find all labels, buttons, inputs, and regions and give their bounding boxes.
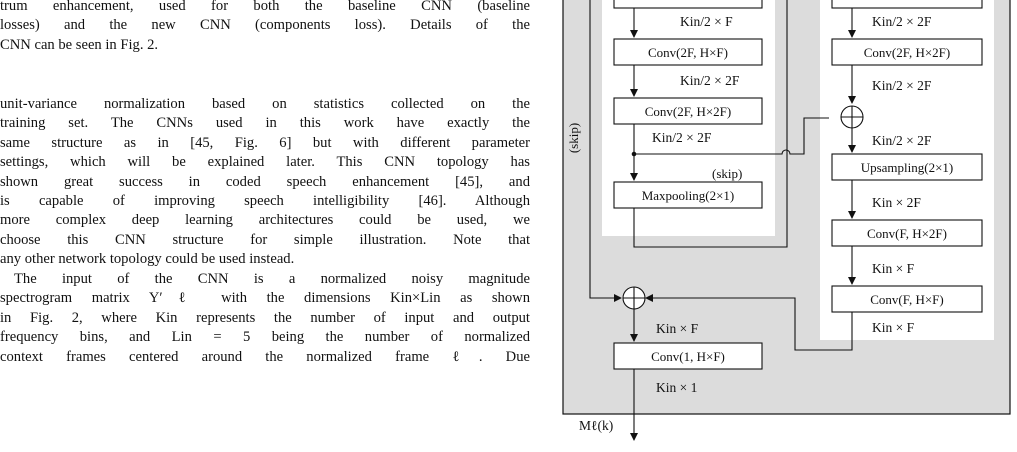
text-line: shown great success in coded speech enhancement [45], and [0,173,530,190]
text-line: losses) and the new CNN (components loss). Details of the [0,17,530,34]
skip-label-outer: (skip) [566,122,581,154]
dim-label: Kin/2 × F [680,14,733,29]
dim-label: Kin × 2F [872,195,921,210]
dim-label: Kin × F [656,321,699,336]
upsampling-label: Upsampling(2×1) [860,160,954,175]
maxpooling-label: Maxpooling(2×1) [641,188,735,203]
dim-label: Kin × F [872,261,915,276]
text-line: spectrogram matrix Y′ℓ with the dimensions Kin×Lin as shown [0,290,530,307]
text-line: in Fig. 2, where Kin represents the number of input and output [0,309,530,326]
text-line: CNN can be seen in Fig. 2. [0,36,159,53]
dim-label: Kin/2 × 2F [680,73,740,88]
conv-block-label: Conv(2F, H×2F) [644,104,732,119]
text-line: same structure as in [45, Fig. 6] but with different parameter [0,134,530,151]
conv-block-label: Conv(F, H×2F) [867,226,947,241]
text-line: The input of the CNN is a normalized noisy magnitude [14,271,530,287]
conv-block-label: Conv(F, H×F) [870,292,944,307]
conv-box-top-right [832,0,982,8]
conv-block-label: Conv(2F, H×2F) [863,45,951,60]
text-line: unit-variance normalization based on statistics collected on the [0,96,530,112]
text-line: context frames centered around the normalized frame ℓ. Due [0,348,530,365]
dim-label: Kin/2 × 2F [872,14,932,29]
conv-block-label: Conv(1, H×F) [651,349,725,364]
text-line: training set. The CNNs used in this work have exactly the [0,115,530,132]
dim-label: Kin/2 × 2F [872,78,932,93]
text-line: more complex deep learning architectures could be used, we [0,212,530,229]
conv-box-top-left [614,0,762,8]
conv-block-label: Conv(2F, H×F) [648,45,728,60]
skip-label: (skip) [712,166,743,181]
text-line: any other network topology could be used instead. [0,251,295,268]
text-line: choose this CNN structure for simple illustration. Note that [0,231,530,248]
dim-label: Kin/2 × 2F [652,130,712,145]
text-line: trum enhancement, used for both the baseline CNN (baseline [0,0,530,14]
dim-label: Kin × 1 [656,380,698,395]
text-line: frequency bins, and Lin = 5 being the number of normalized [0,329,530,346]
dim-label: Kin × F [872,320,915,335]
text-line: is capable of improving speech intelligibility [46]. Although [0,193,530,210]
text-line: settings, which will be explained later. This CNN topology has [0,154,530,171]
dim-label: Kin/2 × 2F [872,133,932,148]
output-label: Mℓ(k) [579,418,614,433]
